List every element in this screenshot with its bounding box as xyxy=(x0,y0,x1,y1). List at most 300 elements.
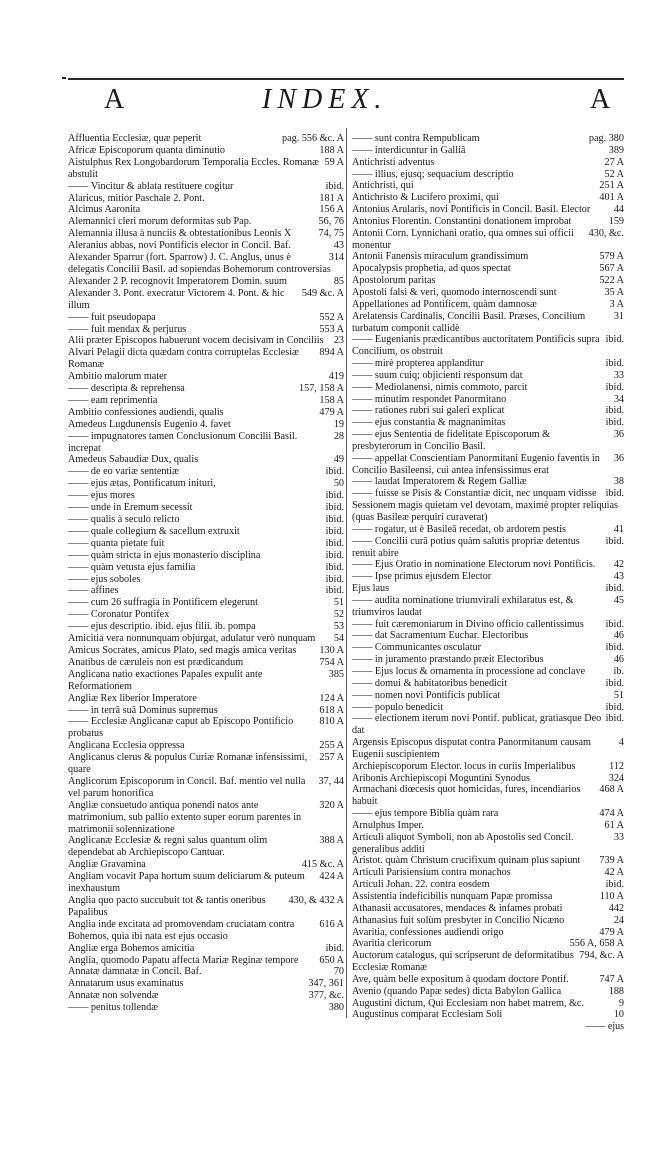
page-reference: ibid. xyxy=(605,713,624,725)
index-entry xyxy=(352,216,624,228)
entry-text: Appellationes ad Pontificem, quàm damnosæ xyxy=(352,298,537,310)
page-reference: ibid. xyxy=(325,549,344,561)
page-reference: 35 A xyxy=(604,286,624,298)
index-entry xyxy=(352,974,624,986)
index-entry xyxy=(68,800,344,836)
page-reference: ibid. xyxy=(605,334,624,346)
index-subentry xyxy=(352,488,624,524)
index-entry xyxy=(68,407,344,419)
page-reference: 3 A xyxy=(609,298,624,310)
index-entry xyxy=(68,371,344,383)
index-subentry xyxy=(352,642,624,654)
index-subentry xyxy=(352,595,624,619)
index-entry xyxy=(68,252,344,276)
index-entry xyxy=(68,859,344,871)
index-entry xyxy=(68,204,344,216)
entry-text: —— appellat Conscientiam Panormitani Eugenio faventis in Concilio Basileensi, cui antea infensissimus erat xyxy=(352,453,600,476)
entry-text: Archiepiscoporum Elector. locus in curiis Imperialibus xyxy=(352,760,576,772)
entry-text: Athanasii accusatores, mendaces & infames probati xyxy=(352,902,563,914)
page-reference: ibid. xyxy=(325,180,344,192)
index-subentry xyxy=(68,597,344,609)
page-reference: 85 xyxy=(333,275,344,287)
index-entry xyxy=(68,633,344,645)
index-subentry xyxy=(68,181,344,193)
index-subentry xyxy=(352,453,624,477)
index-entry xyxy=(352,820,624,832)
page-reference: 754 A xyxy=(319,656,344,668)
entry-text: —— ejus mores xyxy=(68,490,135,501)
index-entry xyxy=(68,669,344,693)
page-reference: 46 xyxy=(613,654,624,666)
entry-text: —— Ipse primus ejusdem Elector xyxy=(352,571,491,582)
entry-text: —— domui & habitatoribus benedicit xyxy=(352,678,507,689)
index-entry xyxy=(68,335,344,347)
section-letter-right: A xyxy=(590,84,611,115)
index-entry xyxy=(68,347,344,371)
index-subentry xyxy=(352,169,624,181)
entry-text: —— ejus ætas, Pontificatum inituri, xyxy=(68,478,216,489)
running-header xyxy=(0,84,660,118)
entry-text: Antichristi, qui xyxy=(352,180,414,192)
page-reference: ibid. xyxy=(605,381,624,393)
index-subentry xyxy=(352,808,624,820)
page-reference: 10 xyxy=(613,1009,624,1021)
index-entry xyxy=(352,986,624,998)
index-entry xyxy=(352,903,624,915)
index-entry xyxy=(68,966,344,978)
page-reference: 50 xyxy=(333,478,344,490)
entry-text: Avaritia, confessiones audiendi origo xyxy=(352,926,504,938)
entry-text: —— unde in Eremum secessit xyxy=(68,502,193,513)
index-entry xyxy=(352,299,624,311)
index-entry xyxy=(68,740,344,752)
page-reference: 747 A xyxy=(599,973,624,985)
entry-text: Antonius Florentin. Constantini donationem improbat xyxy=(352,215,572,227)
page-reference: ibid. xyxy=(605,535,624,547)
page-reference: 51 xyxy=(613,689,624,701)
index-entry xyxy=(352,867,624,879)
entry-text: Alexander Sparrur (fort. Sparrow) J. C. Anglus, unus è delegatis Concilii Basil. ad sopiendas Bohemorum controversias xyxy=(68,252,331,275)
page-reference: 43 xyxy=(613,571,624,583)
entry-text: Annatarum usus examinatus xyxy=(68,978,184,990)
entry-text: —— affines xyxy=(68,585,118,596)
entry-text: Aribonis Archiepiscopi Moguntini Synodus xyxy=(352,772,530,784)
index-entry xyxy=(352,915,624,927)
page-reference: ibid. xyxy=(605,358,624,370)
entry-text: Articuli Parisiensium contra monachos xyxy=(352,867,511,879)
entry-text: Alcimus Aaronita xyxy=(68,204,141,216)
page-reference: 257 A xyxy=(319,752,344,764)
index-subentry xyxy=(68,324,344,336)
page-reference: ibid. xyxy=(325,573,344,585)
page-reference: 24 xyxy=(613,914,624,926)
entry-text: —— Communicantes osculatur xyxy=(352,642,481,653)
page-reference: ibid. xyxy=(605,642,624,654)
entry-text: Articuli Johan. 22. contra eosdem xyxy=(352,879,490,891)
entry-text: Alvari Pelagii dicta quædam contra corruptelas Ecclesiæ Romanæ xyxy=(68,347,299,371)
page-reference: 36 xyxy=(613,429,624,441)
page-reference: ibid. xyxy=(325,561,344,573)
index-entry xyxy=(352,855,624,867)
entry-text: Antichristi adventus xyxy=(352,156,435,168)
page-reference: 156 A xyxy=(319,204,344,216)
index-subentry xyxy=(352,666,624,678)
entry-text: Avaritia clericorum xyxy=(352,938,432,950)
entry-text: —— Vincitur & ablata restituere cogitur xyxy=(68,181,233,192)
entry-text: Alemannici cleri morum deformitas sub Pap. xyxy=(68,216,252,228)
index-subentry xyxy=(68,383,344,395)
page-reference: 650 A xyxy=(319,954,344,966)
entry-text: Anglia inde excitata ad promovendam cruciatam contra Bohemos, quia ibi nata est ejus occasio xyxy=(68,918,295,942)
page-reference: 442 xyxy=(608,902,624,914)
index-entry xyxy=(352,192,624,204)
entry-text: —— ejus tempore Biblia quàm rara xyxy=(352,808,498,819)
entry-text: Arelatensis Cardinalis, Concilii Basil. Præses, Concilium turbatum componit callidè xyxy=(352,310,586,334)
index-subentry xyxy=(68,466,344,478)
index-entry xyxy=(68,193,344,205)
index-subentry xyxy=(68,550,344,562)
page-reference: 549 &c. A xyxy=(301,287,344,299)
entry-text: Amicus Socrates, amicus Plato, sed magis amica veritas xyxy=(68,644,297,656)
entry-text: Aleranius abbas, novi Pontificis elector in Concil. Baf. xyxy=(68,240,291,252)
index-entry xyxy=(352,204,624,216)
index-entry xyxy=(352,263,624,275)
entry-text: Angliam vocavit Papa hortum suum deliciarum & puteum inexhaustum xyxy=(68,871,305,895)
entry-text: —— illius, ejusq; sequacium descriptio xyxy=(352,169,514,180)
page-reference: 894 A xyxy=(319,347,344,359)
entry-text: —— qualis à seculo relicto xyxy=(68,514,179,525)
page-reference: ibid. xyxy=(605,583,624,595)
page-reference: 43 xyxy=(333,240,344,252)
page-reference: 430, &c. xyxy=(588,227,624,239)
page-reference: 181 A xyxy=(319,192,344,204)
page-reference: ibid. xyxy=(325,514,344,525)
entry-text: —— dat Sacramentum Euchar. Electoribus xyxy=(352,630,528,641)
index-entry xyxy=(68,978,344,990)
entry-text: —— ejus descriptio. ibid. ejus filii. ib. pompa xyxy=(68,621,256,632)
index-entry xyxy=(352,251,624,263)
page-reference: 19 xyxy=(333,418,344,430)
entry-text: Alexander 3. Pont. execratur Victorem 4. Pont. & hic illum xyxy=(68,287,285,311)
page-reference: pag. 380 xyxy=(588,133,624,144)
entry-text: —— nomen novi Pontificis publicat xyxy=(352,690,500,701)
page-reference: 320 A xyxy=(319,799,344,811)
page-reference: 31 xyxy=(613,310,624,322)
page-reference: 552 A xyxy=(319,311,344,323)
entry-text: Alemannia illusa à nunciis & obtestationibus Leonis X xyxy=(68,228,292,240)
index-entry xyxy=(352,275,624,287)
entry-text: —— in juramento præstando præit Electoribus xyxy=(352,654,544,665)
index-subentry xyxy=(68,585,344,597)
page-reference: 59 A xyxy=(324,156,344,168)
index-subentry xyxy=(68,538,344,550)
index-entry xyxy=(352,1009,624,1021)
index-entry xyxy=(352,180,624,192)
page-reference: 377, &c. xyxy=(308,990,344,1002)
index-subentry xyxy=(352,145,624,157)
page-reference: 124 A xyxy=(319,692,344,704)
index-entry xyxy=(68,216,344,228)
index-subentry xyxy=(352,133,624,145)
index-subentry xyxy=(352,559,624,571)
entry-text: —— ejus soboles xyxy=(68,574,140,585)
index-entry xyxy=(68,645,344,657)
index-entry xyxy=(68,454,344,466)
entry-text: Anatibus de cæruleis non est prædicandum xyxy=(68,656,244,668)
page-reference: 188 A xyxy=(319,144,344,156)
page-reference: 430, & 432 A xyxy=(288,895,344,906)
index-subentry xyxy=(352,536,624,560)
page-reference: 42 xyxy=(613,559,624,571)
page-reference: 474 A xyxy=(599,808,624,820)
page-reference: 46 xyxy=(613,630,624,642)
entry-text: —— audita nominatione triumvirali exhilaratus est, & triumviros laudat xyxy=(352,595,574,618)
section-letter-left: A xyxy=(104,84,125,115)
page-title: INDEX. xyxy=(262,84,388,115)
index-entry xyxy=(68,955,344,967)
page-reference: 556 A, 658 A xyxy=(569,938,624,950)
entry-text: —— populo benedicit xyxy=(352,702,443,713)
entry-text: —— rogatur, ut è Basileâ recedat, ob ardorem pestis xyxy=(352,524,566,535)
index-entry xyxy=(68,145,344,157)
entry-text: —— fuit cæremoniarum in Divino officio callentissimus xyxy=(352,619,584,630)
page-reference: 37, 44 xyxy=(318,775,344,787)
page-reference: ibid. xyxy=(325,502,344,514)
page-reference: 157, 158 A xyxy=(299,383,344,395)
page-reference: ibid. xyxy=(605,488,624,500)
column-divider xyxy=(346,128,347,1018)
entry-text: Anglia quo pacto succubuit tot & tantis oneribus Papalibus xyxy=(68,895,266,918)
page-reference: 44 xyxy=(613,204,624,216)
page-reference: 314 xyxy=(328,252,344,264)
index-subentry xyxy=(352,619,624,631)
entry-text: Aistulphus Rex Longobardorum Temporalia Eccles. Romanæ abstulit xyxy=(68,156,319,180)
page-reference: 579 A xyxy=(599,251,624,263)
index-subentry xyxy=(352,702,624,714)
entry-text: Antonius Arularis, novi Pontificis in Concil. Basil. Elector xyxy=(352,204,591,216)
page-reference: 61 A xyxy=(604,819,624,831)
page-reference: 130 A xyxy=(319,644,344,656)
header-rule xyxy=(68,78,624,80)
index-subentry xyxy=(68,395,344,407)
page-reference: 49 xyxy=(333,454,344,466)
entry-text: Anglicorum Episcoporum in Concil. Baf. mentio vel nulla vel parum honorifica xyxy=(68,775,306,799)
index-entry xyxy=(352,927,624,939)
entry-text: Avenio (quando Papæ sedes) dicta Babylon Gallica xyxy=(352,985,562,997)
page-reference: 251 A xyxy=(599,180,624,192)
page-reference: ibid. xyxy=(325,537,344,549)
entry-text: —— suum cuiq; objicienti responsum dat xyxy=(352,370,523,381)
page-reference: 522 A xyxy=(599,275,624,287)
entry-text: —— sunt contra Rempublicam xyxy=(352,133,480,144)
page-reference: 419 xyxy=(328,371,344,383)
entry-text: Ejus laus xyxy=(352,583,390,595)
index-subentry xyxy=(352,713,624,737)
index-entry xyxy=(68,228,344,240)
index-subentry xyxy=(68,574,344,586)
index-subentry xyxy=(68,526,344,538)
entry-text: Anglicanus clerus & populus Curiæ Romanæ infensissimi, quare xyxy=(68,752,308,776)
entry-text: —— fuit mendax & perjurus xyxy=(68,324,186,335)
page-reference: 28 xyxy=(333,430,344,442)
page-reference: 112 xyxy=(609,760,624,772)
entry-text: —— mirè propterea applanditur xyxy=(352,358,484,369)
index-entry xyxy=(68,276,344,288)
index-subentry xyxy=(68,609,344,621)
index-entry xyxy=(68,240,344,252)
entry-text: —— Ecclesiæ Anglicanæ caput ab Episcopo Pontificio probatus xyxy=(68,716,293,739)
page-reference: 45 xyxy=(613,594,624,606)
index-column-left xyxy=(68,133,344,1014)
index-subentry xyxy=(352,690,624,702)
index-entry xyxy=(352,737,624,761)
entry-text: Articuli aliquot Symboli, non ab Apostolis sed Concil. generalibus additi xyxy=(352,831,574,855)
index-entry xyxy=(352,761,624,773)
entry-text: Auctorum catalogus, qui scripserunt de deformitatibus Ecclesiæ Romanæ xyxy=(352,950,574,974)
page-reference: ibid. xyxy=(605,701,624,713)
index-subentry xyxy=(352,571,624,583)
entry-text: —— cum 26 suffragia in Pontificem elegerunt xyxy=(68,597,258,608)
index-entry xyxy=(68,835,344,859)
page-reference: 34 xyxy=(613,393,624,405)
entry-text: Affluentia Ecclesiæ, quæ peperit xyxy=(68,133,202,144)
index-entry xyxy=(352,228,624,252)
entry-text: Antichristo & Lucifero proximi, qui xyxy=(352,192,499,204)
page-reference: 36 xyxy=(613,452,624,464)
index-subentry xyxy=(352,394,624,406)
index-subentry xyxy=(68,1002,344,1014)
index-subentry xyxy=(68,502,344,514)
index-subentry xyxy=(352,476,624,488)
index-subentry xyxy=(68,716,344,740)
page-reference: pag. 556 &c. A xyxy=(282,133,344,144)
index-entry xyxy=(352,950,624,974)
index-entry xyxy=(352,773,624,785)
index-subentry xyxy=(352,417,624,429)
page-reference: 4 xyxy=(618,737,624,749)
page-reference: 424 A xyxy=(319,871,344,883)
page-reference: 74, 75 xyxy=(318,228,344,240)
page-reference: ibid. xyxy=(605,405,624,417)
page-reference: ibid. xyxy=(325,466,344,478)
page-reference: 27 A xyxy=(604,156,624,168)
index-entry xyxy=(68,693,344,705)
entry-text: —— minutim respondet Panormitano xyxy=(352,394,506,405)
entry-text: —— quanta pietate fuit xyxy=(68,538,164,549)
page-reference: ibid. xyxy=(325,585,344,597)
entry-text: Africæ Episcoporum quanta diminutio xyxy=(68,144,226,156)
index-entry xyxy=(352,287,624,299)
page-reference: 52 xyxy=(333,609,344,621)
page-reference: 42 A xyxy=(604,867,624,879)
page-reference: 51 xyxy=(333,597,344,609)
entry-text: —— quàm stricta in ejus monasterio disciplina xyxy=(68,550,260,561)
index-subentry xyxy=(352,405,624,417)
index-subentry xyxy=(352,334,624,358)
entry-text: Assistentia indeficibilis nunquam Papæ promissa xyxy=(352,891,553,902)
page-reference: 159 xyxy=(608,215,624,227)
entry-text: Apocalypsis prophetia, ad quos spectat xyxy=(352,263,511,275)
page-reference: 110 A xyxy=(599,891,624,902)
index-entry xyxy=(352,891,624,903)
page-reference: 255 A xyxy=(319,740,344,752)
page-reference: 389 xyxy=(608,144,624,156)
index-entry xyxy=(68,133,344,145)
entry-text: Amicitia vera nonnunquam objurgat, adulatur verò nunquam xyxy=(68,633,316,645)
page-reference: 479 A xyxy=(319,406,344,418)
page-reference: 54 xyxy=(333,633,344,645)
entry-text: —— interdicuntur in Galliâ xyxy=(352,145,465,156)
page-reference: 739 A xyxy=(599,855,624,867)
entry-text: —— impugnatores tamen Conclusionum Concilii Basil. increpat xyxy=(68,431,297,454)
page-reference: ib. xyxy=(613,665,624,677)
entry-text: —— Coronatur Pontifex xyxy=(68,609,169,620)
index-entry xyxy=(68,990,344,1002)
entry-text: Ambitio malorum mater xyxy=(68,371,168,383)
index-subentry xyxy=(68,312,344,324)
entry-text: Angliæ erga Bohemos amicitia xyxy=(68,942,195,954)
entry-text: —— eam reprimentia xyxy=(68,395,157,406)
index-subentry xyxy=(68,514,344,526)
page-reference: 616 A xyxy=(319,918,344,930)
page-reference: 52 A xyxy=(604,168,624,180)
index-entry xyxy=(68,919,344,943)
index-entry xyxy=(68,871,344,895)
entry-text: —— quale collegium & sacellum extruxit xyxy=(68,526,240,537)
entry-text: —— in terrâ suâ Dominus supremus xyxy=(68,705,218,716)
entry-text: —— Ejus Oratio in nominatione Electorum novi Pontificis. xyxy=(352,559,595,570)
entry-text: —— fuisse se Pisis & Constantiæ dicit, nec unquam vidisse Sessionem magis quietam vel devotam, maximè propter reliquias (quas Basileæ perquiri curaverat) xyxy=(352,488,618,523)
entry-text: Annatæ non solvendæ xyxy=(68,990,159,1002)
page-reference: 9 xyxy=(618,997,624,1009)
entry-text: Anglicanæ Ecclesiæ & regni salus quantum olim dependebat ab Archiepiscopo Cantuar. xyxy=(68,835,268,859)
page-reference: 56, 76 xyxy=(318,216,344,228)
index-entry xyxy=(68,943,344,955)
index-subentry xyxy=(68,621,344,633)
entry-text: Angliæ Gravamina xyxy=(68,859,146,871)
entry-text: Arnulphus Imper. xyxy=(352,819,424,831)
entry-text: Anglicana Ecclesia oppressa xyxy=(68,740,185,752)
index-subentry xyxy=(352,630,624,642)
index-entry xyxy=(352,311,624,335)
index-entry xyxy=(352,832,624,856)
page-reference: 380 xyxy=(328,1002,344,1014)
index-entry xyxy=(68,157,344,181)
entry-text: Alexander 2 P. recognovit Imperatorem Domin. suum xyxy=(68,275,287,287)
page-reference: 415 &c. A xyxy=(301,859,344,871)
index-subentry xyxy=(68,431,344,455)
index-subentry xyxy=(352,358,624,370)
entry-text: —— fuit pseudopapa xyxy=(68,312,156,323)
page-reference: ibid. xyxy=(325,942,344,954)
entry-text: —— laudat Imperatorem & Regem Galliæ xyxy=(352,476,527,487)
page-reference: 385 xyxy=(328,668,344,680)
page-reference: 38 xyxy=(613,476,624,488)
page-reference: 567 A xyxy=(599,263,624,275)
entry-text: —— Eugenianis prædicantibus auctoritatem Pontificis supra Concilium, os obstruit xyxy=(352,334,600,357)
entry-text: Apostoli falsi & veri, quomodo internoscendi sunt xyxy=(352,286,557,298)
catchword: —— ejus xyxy=(585,1021,624,1032)
page-reference: ibid. xyxy=(325,490,344,502)
entry-text: —— Ejus locus & ornamenta in processione ad conclave xyxy=(352,666,585,677)
index-subentry xyxy=(352,429,624,453)
header-rule-mark xyxy=(62,77,66,79)
index-subentry xyxy=(68,705,344,717)
entry-text: Amedeus Sabaudiæ Dux, qualis xyxy=(68,454,199,466)
entry-text: Argensis Episcopus disputat contra Panormitanum causam Eugenii suscipientem xyxy=(352,737,591,760)
page-reference: 23 xyxy=(333,335,344,347)
entry-text: Augustini dictum, Qui Ecclesiam non habet matrem, &c. xyxy=(352,997,584,1009)
